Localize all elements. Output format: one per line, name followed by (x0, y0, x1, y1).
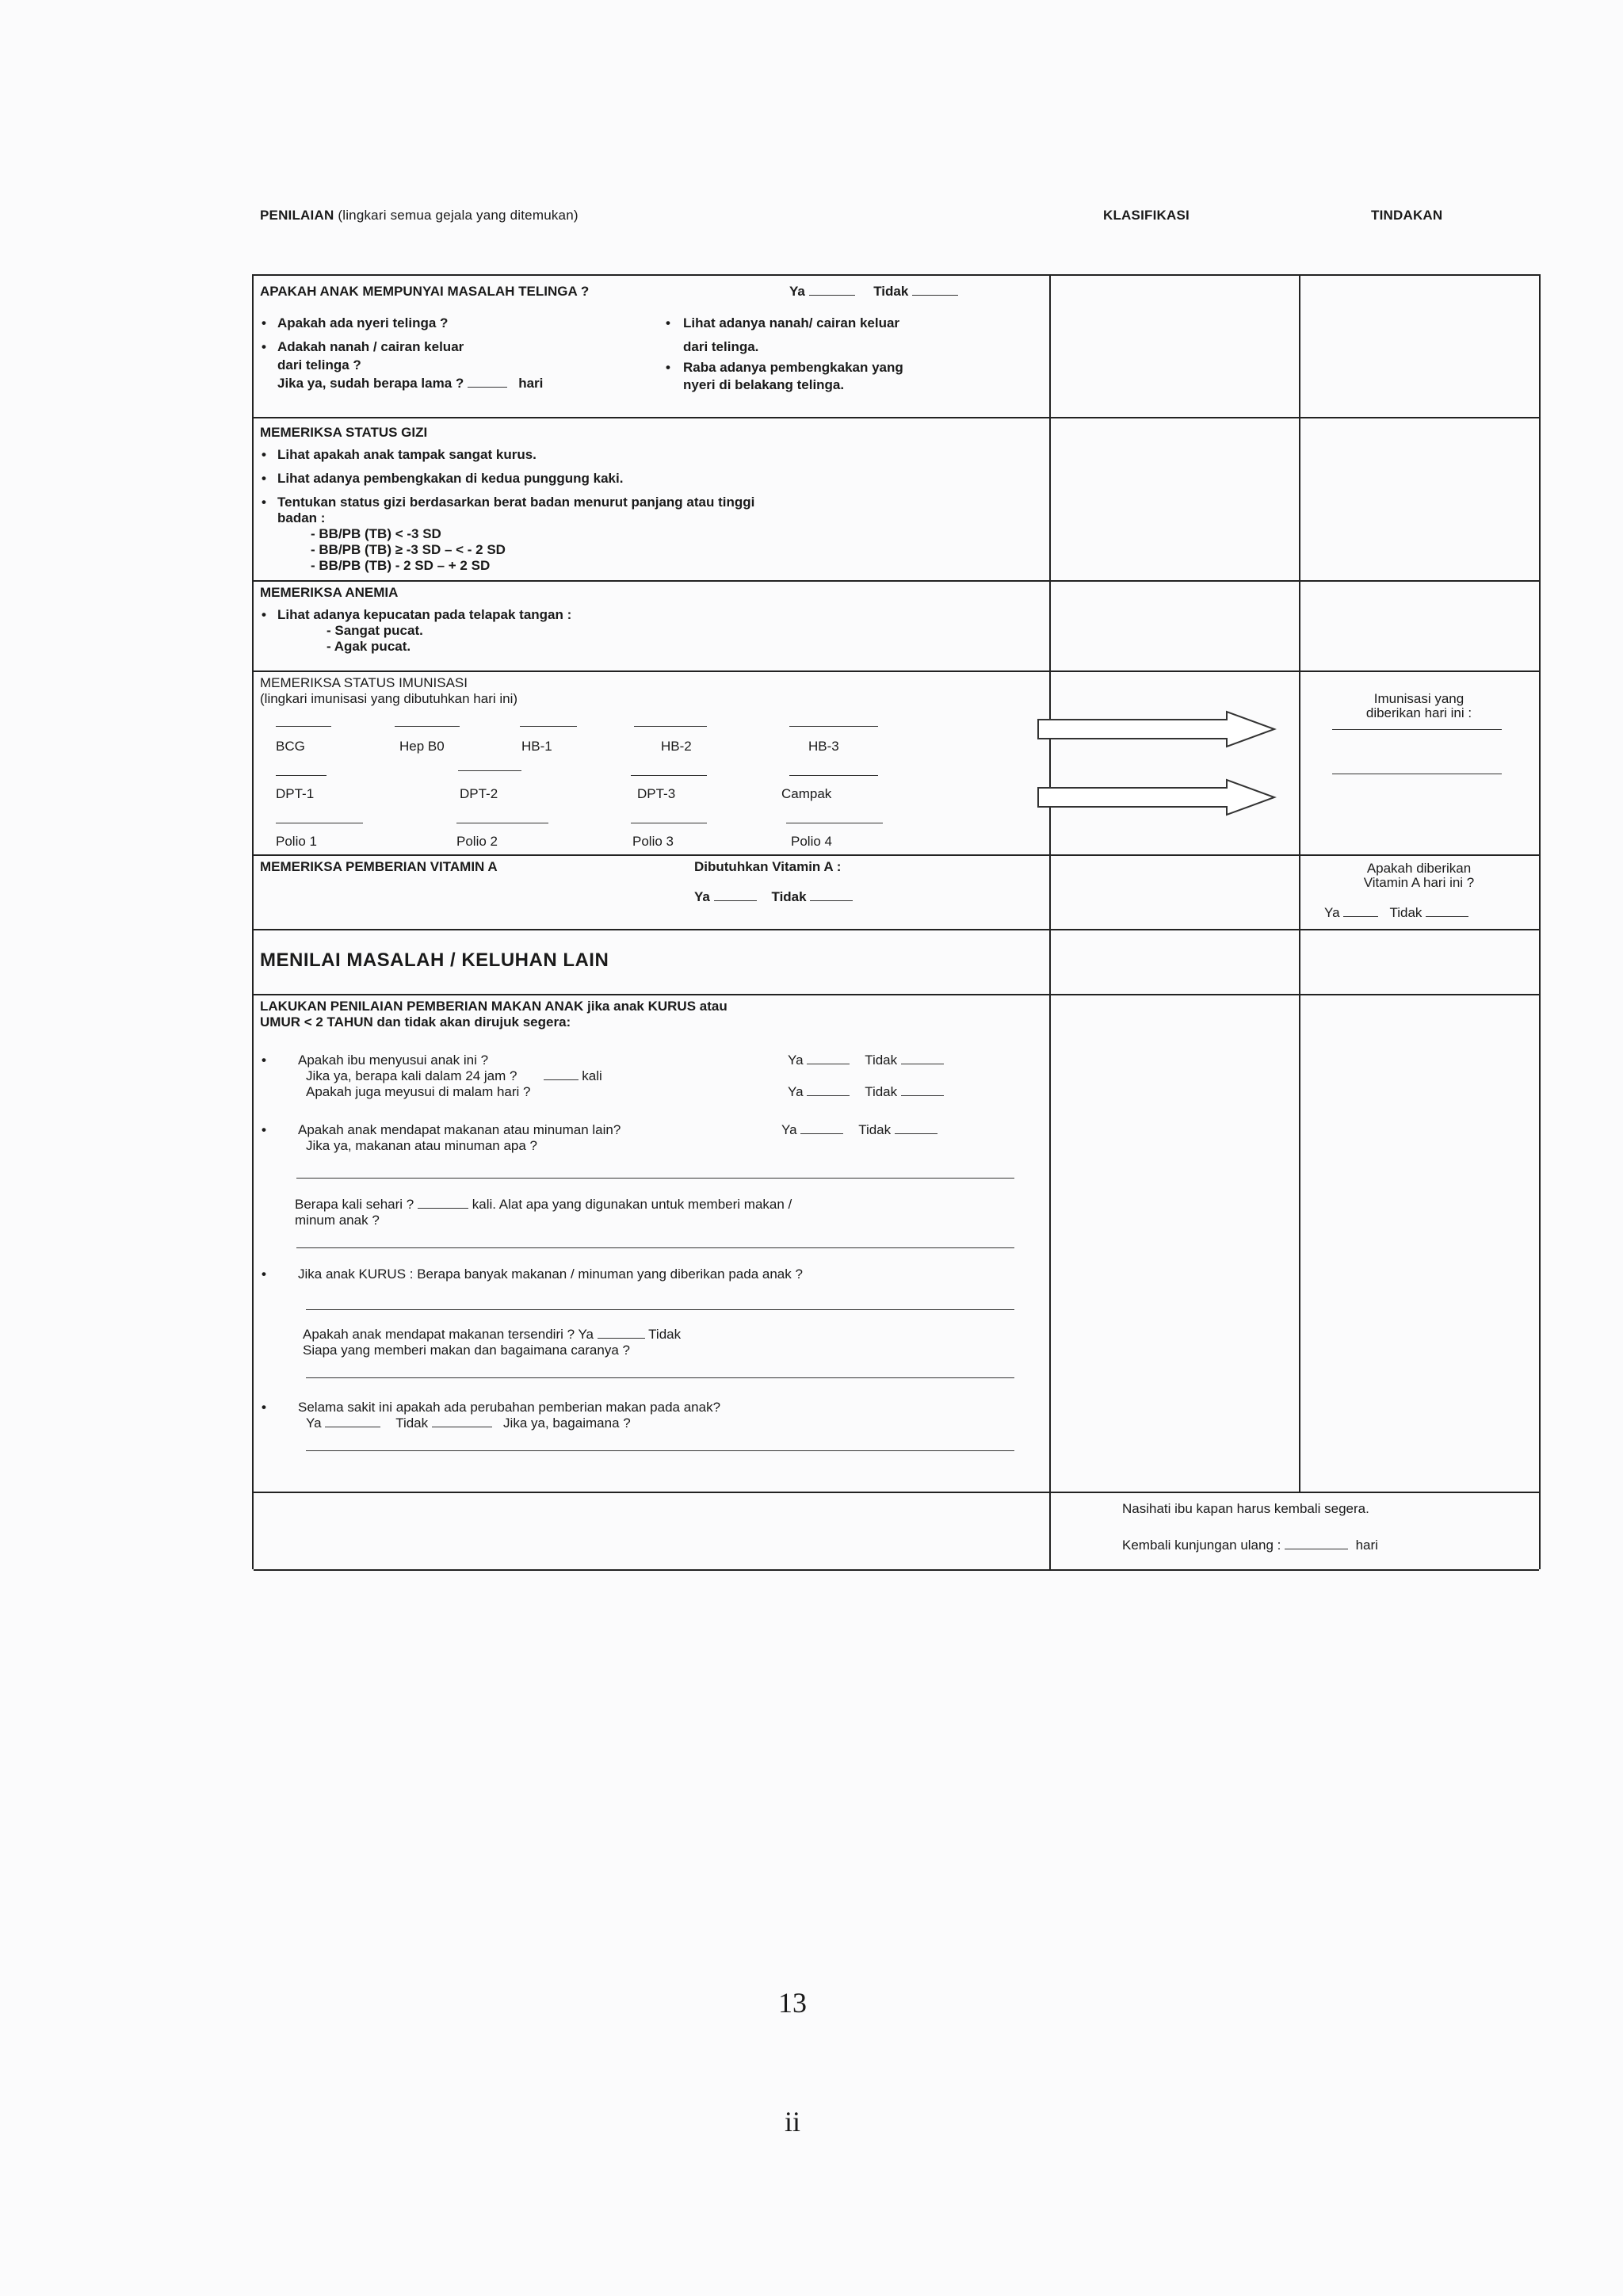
telinga-r2a: Raba adanya pembengkakan yang (683, 360, 903, 375)
makan-title-a: LAKUKAN PENILAIAN PEMBERIAN MAKAN ANAK jika anak KURUS atau (260, 999, 727, 1014)
row-nasihat (254, 1492, 1539, 1571)
anemia-title: MEMERIKSA ANEMIA (260, 585, 399, 600)
vitamin-tindakan-a: Apakah diberikan (1366, 861, 1472, 876)
row-vitamin-a (254, 854, 1539, 930)
makan-q1b[interactable] (306, 1068, 602, 1084)
hari-label: hari (518, 376, 544, 391)
makan-title-b: UMUR < 2 TAHUN dan tidak akan dirujuk segera: (260, 1014, 571, 1030)
tidak-label: Tidak (873, 284, 909, 299)
vaccine-hepb0[interactable]: Hep B0 (399, 739, 445, 754)
imunisasi-penilaian-cell (254, 670, 1051, 854)
nasihat-text: Nasihati ibu kapan harus kembali segera. (1122, 1501, 1369, 1516)
makan-q2b: Jika ya, makanan atau minuman apa ? (306, 1138, 538, 1153)
bullet-icon: • (262, 1400, 266, 1415)
vitamin-ya-tidak[interactable] (694, 889, 853, 905)
anemia-s2: - Agak pucat. (327, 639, 411, 654)
header-penilaian (260, 208, 579, 223)
row-anemia (254, 580, 1539, 672)
makan-q1c: Apakah juga meyusui di malam hari ? (306, 1084, 531, 1099)
anemia-penilaian-cell (254, 580, 1051, 670)
masalah-klasifikasi-cell[interactable] (1051, 929, 1300, 994)
gizi-l3b: badan : (277, 510, 326, 525)
anemia-l1: Lihat adanya kepucatan pada telapak tangan : (277, 607, 572, 622)
hb1-line[interactable] (520, 726, 577, 727)
tidak-label: Tidak (1389, 905, 1423, 920)
page-number: 13 (778, 1987, 807, 2019)
telinga-title: APAKAH ANAK MEMPUNYAI MASALAH TELINGA ? (260, 284, 590, 299)
row-pemberian-makan (254, 994, 1539, 1493)
ya-label: Ya (788, 1052, 804, 1068)
gizi-s3: - BB/PB (TB) - 2 SD – + 2 SD (311, 558, 491, 573)
makan-q5b: Siapa yang memberi makan dan bagaimana caranya ? (303, 1343, 630, 1358)
telinga-q2b: dari telinga ? (277, 357, 361, 372)
makan-q6-answer-line[interactable] (306, 1450, 1014, 1451)
makan-klasifikasi-cell[interactable] (1051, 994, 1300, 1492)
dpt3-line[interactable] (631, 775, 707, 776)
makan-q3a-pre: Berapa kali sehari ? (295, 1197, 414, 1212)
tidak-label: Tidak (771, 889, 807, 904)
anemia-klasifikasi-cell[interactable] (1051, 580, 1300, 670)
vaccine-campak[interactable]: Campak (781, 786, 832, 801)
makan-q6b[interactable] (306, 1415, 631, 1431)
vaccine-hb1[interactable]: HB-1 (521, 739, 552, 754)
dpt2-line[interactable] (458, 770, 521, 771)
campak-line[interactable] (789, 775, 878, 776)
telinga-q2c[interactable] (277, 376, 543, 392)
row-masalah-lain (254, 929, 1539, 995)
makan-q1-ya-tidak[interactable] (788, 1052, 944, 1068)
makan-q3-answer-line[interactable] (296, 1247, 1014, 1248)
nasihat-cell[interactable] (1051, 1492, 1537, 1569)
bullet-icon: • (262, 471, 266, 486)
gizi-tindakan-cell[interactable] (1300, 417, 1537, 580)
makan-tindakan-cell[interactable] (1300, 994, 1537, 1492)
vitamin-tindakan-b: Vitamin A hari ini ? (1363, 875, 1475, 890)
row-imunisasi (254, 670, 1539, 856)
telinga-r2b: nyeri di belakang telinga. (683, 377, 845, 392)
imunisasi-given-line-1[interactable] (1332, 729, 1502, 730)
tidak-label: Tidak (858, 1122, 892, 1137)
vitamin-tindakan-ya-tidak[interactable] (1324, 905, 1468, 921)
gizi-l1: Lihat apakah anak tampak sangat kurus. (277, 447, 537, 462)
vitamin-penilaian-cell (254, 854, 1051, 929)
makan-q4-answer-line[interactable] (306, 1309, 1014, 1310)
bullet-icon: • (262, 495, 266, 510)
anemia-tindakan-cell[interactable] (1300, 580, 1537, 670)
telinga-tindakan-cell[interactable] (1300, 276, 1537, 417)
telinga-q2c-text: Jika ya, sudah berapa lama ? (277, 376, 464, 391)
vaccine-polio4[interactable]: Polio 4 (791, 834, 832, 849)
nasihat-left-cell[interactable] (254, 1492, 1051, 1569)
makan-q3b: minum anak ? (295, 1213, 380, 1228)
telinga-penilaian-cell (254, 276, 1051, 417)
makan-q2-ya-tidak[interactable] (781, 1122, 938, 1138)
ya-label: Ya (306, 1415, 322, 1431)
dpt1-line[interactable] (276, 775, 327, 776)
header-tindakan: TINDAKAN (1371, 208, 1443, 223)
makan-q2-answer-line[interactable] (296, 1178, 1014, 1179)
makan-q1c-ya-tidak[interactable] (788, 1084, 944, 1100)
vaccine-polio1[interactable]: Polio 1 (276, 834, 317, 849)
anemia-s1: - Sangat pucat. (327, 623, 423, 638)
makan-q1b-text: Jika ya, berapa kali dalam 24 jam ? (306, 1068, 517, 1083)
ya-label: Ya (694, 889, 710, 904)
telinga-r1a: Lihat adanya nanah/ cairan keluar (683, 315, 900, 330)
tidak-label: Tidak (648, 1327, 682, 1342)
row-gizi (254, 417, 1539, 582)
bullet-icon: • (262, 339, 266, 354)
gizi-klasifikasi-cell[interactable] (1051, 417, 1300, 580)
vaccine-dpt2[interactable]: DPT-2 (460, 786, 498, 801)
vaccine-dpt1[interactable]: DPT-1 (276, 786, 315, 801)
makan-q5a[interactable] (303, 1327, 681, 1343)
hari-label: hari (1355, 1538, 1378, 1553)
imunisasi-note: (lingkari imunisasi yang dibutuhkan hari ini) (260, 691, 518, 706)
assessment-form (252, 274, 1541, 1569)
ya-label: Ya (788, 1084, 804, 1099)
row-telinga (254, 276, 1539, 418)
hb2-line[interactable] (634, 726, 707, 727)
makan-q2: Apakah anak mendapat makanan atau minuman lain? (298, 1122, 621, 1137)
makan-q1: Apakah ibu menyusui anak ini ? (298, 1052, 489, 1068)
bullet-icon: • (262, 1052, 266, 1068)
bullet-icon: • (262, 315, 266, 330)
vaccine-dpt3[interactable]: DPT-3 (637, 786, 676, 801)
penilaian-note: (lingkari semua gejala yang ditemukan) (338, 208, 579, 223)
bullet-icon: • (262, 1122, 266, 1137)
imunisasi-tindakan-cell[interactable] (1300, 670, 1537, 854)
makan-q4: Jika anak KURUS : Berapa banyak makanan / minuman yang diberikan pada anak ? (298, 1266, 803, 1282)
tidak-label: Tidak (865, 1052, 898, 1068)
telinga-ya-tidak[interactable] (789, 284, 958, 300)
arrow-icon (1037, 710, 1306, 821)
header-klasifikasi: KLASIFIKASI (1103, 208, 1190, 223)
makan-penilaian-cell (254, 994, 1051, 1492)
masalah-tindakan-cell[interactable] (1300, 929, 1537, 994)
ya-label: Ya (789, 284, 805, 299)
page-roman-number: ii (785, 2106, 801, 2137)
vaccine-hb2[interactable]: HB-2 (661, 739, 692, 754)
bcg-line[interactable] (276, 726, 331, 727)
telinga-q1: Apakah ada nyeri telinga ? (277, 315, 449, 330)
telinga-q2a: Adakah nanah / cairan keluar (277, 339, 464, 354)
tidak-label: Tidak (865, 1084, 898, 1099)
masalah-penilaian-cell (254, 929, 1051, 994)
kembali-kunjungan[interactable] (1122, 1538, 1378, 1553)
gizi-l2: Lihat adanya pembengkakan di kedua punggung kaki. (277, 471, 624, 486)
kali-label: kali (582, 1068, 602, 1083)
bullet-icon: • (666, 315, 670, 330)
gizi-title: MEMERIKSA STATUS GIZI (260, 425, 428, 440)
vitamin-dibutuhkan: Dibutuhkan Vitamin A : (694, 859, 842, 874)
vaccine-polio3[interactable]: Polio 3 (632, 834, 674, 849)
bullet-icon: • (262, 1266, 266, 1282)
ya-label: Ya (781, 1122, 797, 1137)
kembali-label: Kembali kunjungan ulang : (1122, 1538, 1281, 1553)
makan-q6b-jika: Jika ya, bagaimana ? (503, 1415, 631, 1431)
vitamin-title: MEMERIKSA PEMBERIAN VITAMIN A (260, 859, 498, 874)
penilaian-label: PENILAIAN (260, 208, 334, 223)
vaccine-hb3[interactable]: HB-3 (808, 739, 839, 754)
vitamin-klasifikasi-cell[interactable] (1051, 854, 1300, 929)
vaccine-bcg[interactable]: BCG (276, 739, 305, 754)
gizi-s1: - BB/PB (TB) < -3 SD (311, 526, 441, 541)
bullet-icon: • (666, 360, 670, 375)
imunisasi-title: MEMERIKSA STATUS IMUNISASI (260, 675, 468, 690)
makan-q3a[interactable] (295, 1197, 792, 1213)
gizi-l3a: Tentukan status gizi berdasarkan berat badan menurut panjang atau tinggi (277, 495, 755, 510)
imunisasi-tindakan-a: Imunisasi yang (1373, 691, 1465, 706)
hb3-line[interactable] (789, 726, 878, 727)
masalah-lain-title: MENILAI MASALAH / KELUHAN LAIN (260, 949, 609, 971)
gizi-penilaian-cell (254, 417, 1051, 580)
ya-label: Ya (1324, 905, 1340, 920)
telinga-klasifikasi-cell[interactable] (1051, 276, 1300, 417)
tidak-label: Tidak (395, 1415, 429, 1431)
makan-q3a-post: kali. Alat apa yang digunakan untuk memberi makan / (472, 1197, 792, 1212)
hepb0-line[interactable] (395, 726, 460, 727)
bullet-icon: • (262, 447, 266, 462)
vaccine-polio2[interactable]: Polio 2 (456, 834, 498, 849)
telinga-r1b: dari telinga. (683, 339, 759, 354)
imunisasi-tindakan-b: diberikan hari ini : (1365, 705, 1472, 720)
makan-q6: Selama sakit ini apakah ada perubahan pemberian makan pada anak? (298, 1400, 721, 1415)
vitamin-tindakan-cell[interactable] (1300, 854, 1537, 929)
makan-q5a-text: Apakah anak mendapat makanan tersendiri ? Ya (303, 1327, 594, 1342)
makan-q5-answer-line[interactable] (306, 1377, 1014, 1378)
bullet-icon: • (262, 607, 266, 622)
gizi-s2: - BB/PB (TB) ≥ -3 SD – < - 2 SD (311, 542, 506, 557)
